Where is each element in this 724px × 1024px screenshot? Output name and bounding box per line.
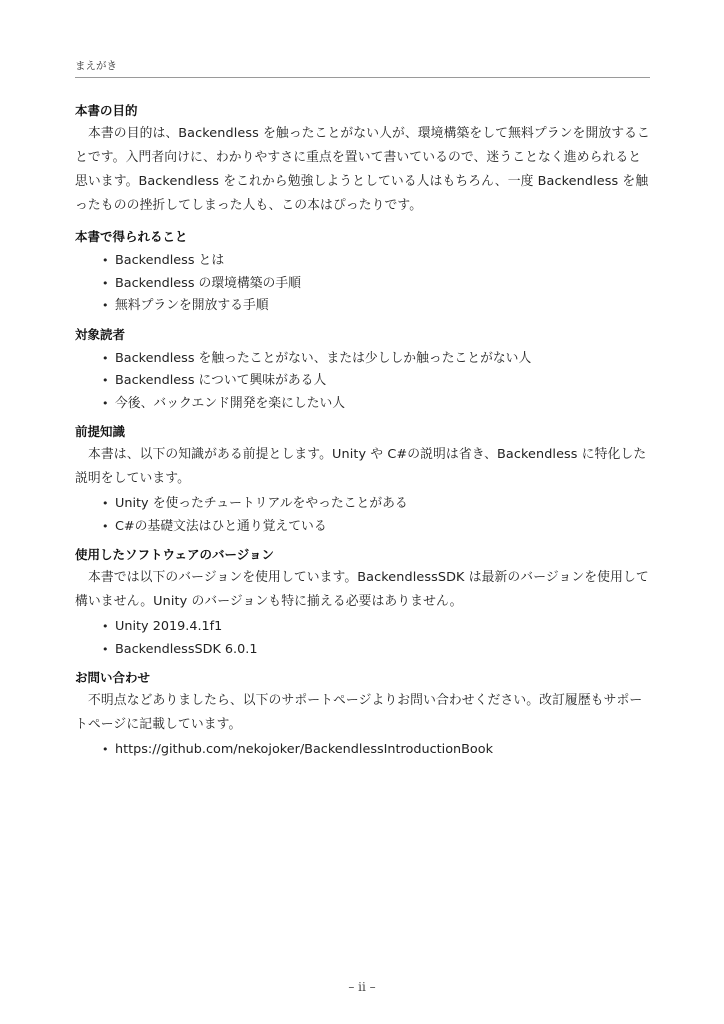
section-heading: 前提知識: [75, 424, 126, 439]
section-heading: 本書で得られること: [75, 229, 188, 244]
bullet-list: [75, 739, 650, 762]
section-purpose: [75, 100, 650, 218]
page-number: – ii –: [348, 980, 376, 994]
bullet-list: [75, 250, 650, 318]
list-item: • 無料プランを開放する手順: [102, 295, 650, 318]
support-page-link[interactable]: https://github.com/nekojoker/BackendlessIntroductionBook: [115, 742, 493, 757]
support-link-item[interactable]: [102, 739, 650, 762]
section-heading: 対象読者: [75, 326, 126, 342]
section-software-versions: [75, 544, 650, 661]
bullet-list: [75, 493, 650, 538]
section-prerequisites: [75, 421, 650, 538]
bullet-list: [75, 348, 650, 416]
list-item: • Backendless を触ったことがない、または少ししか触ったことがない人: [102, 348, 650, 371]
list-item: • 今後、バックエンド開発を楽にしたい人: [102, 393, 650, 416]
section-heading: 本書の目的: [75, 103, 138, 118]
list-item: • Unity を使ったチュートリアルをやったことがある: [102, 493, 650, 516]
list-item: • Backendless の環境構築の手順: [102, 273, 650, 296]
section-contact: [75, 667, 650, 762]
paragraph: 本書は、以下の知識がある前提とします。Unity や C#の説明は省き、Backendless に特化した説明をしています。: [75, 447, 647, 486]
section-audience: [75, 324, 650, 416]
section-what-you-get: [75, 226, 650, 318]
paragraph: 不明点などありましたら、以下のサポートページよりお問い合わせください。改訂履歴もサポートページに記載しています。: [75, 693, 643, 732]
list-item: • C#の基礎文法はひと通り覚えている: [102, 516, 650, 539]
bullet-list: [75, 616, 650, 661]
paragraph: 本書の目的は、Backendless を触ったことがない人が、環境構築をして無料プランを開放することです。入門者向けに、わかりやすさに重点を置いて書いているので、迷うことなく進められると思います。Backendless をこれから勉強しようとしている人はもちろん、一度 Backendless を触ったものの挫折してしまった人も、この本はぴったりです。: [75, 126, 650, 213]
list-item: • BackendlessSDK 6.0.1: [102, 639, 650, 662]
page-content: [75, 100, 650, 768]
list-item: • Unity 2019.4.1f1: [102, 616, 650, 639]
section-heading: お問い合わせ: [75, 670, 151, 685]
paragraph: 本書では以下のバージョンを使用しています。BackendlessSDK は最新のバージョンを使用して構いません。Unity のバージョンも特に揃える必要はありません。: [75, 570, 649, 609]
list-item: • Backendless とは: [102, 250, 650, 273]
section-heading: 使用したソフトウェアのバージョン: [75, 547, 275, 562]
list-item: • Backendless について興味がある人: [102, 370, 650, 393]
running-header: まえがき: [75, 58, 650, 78]
